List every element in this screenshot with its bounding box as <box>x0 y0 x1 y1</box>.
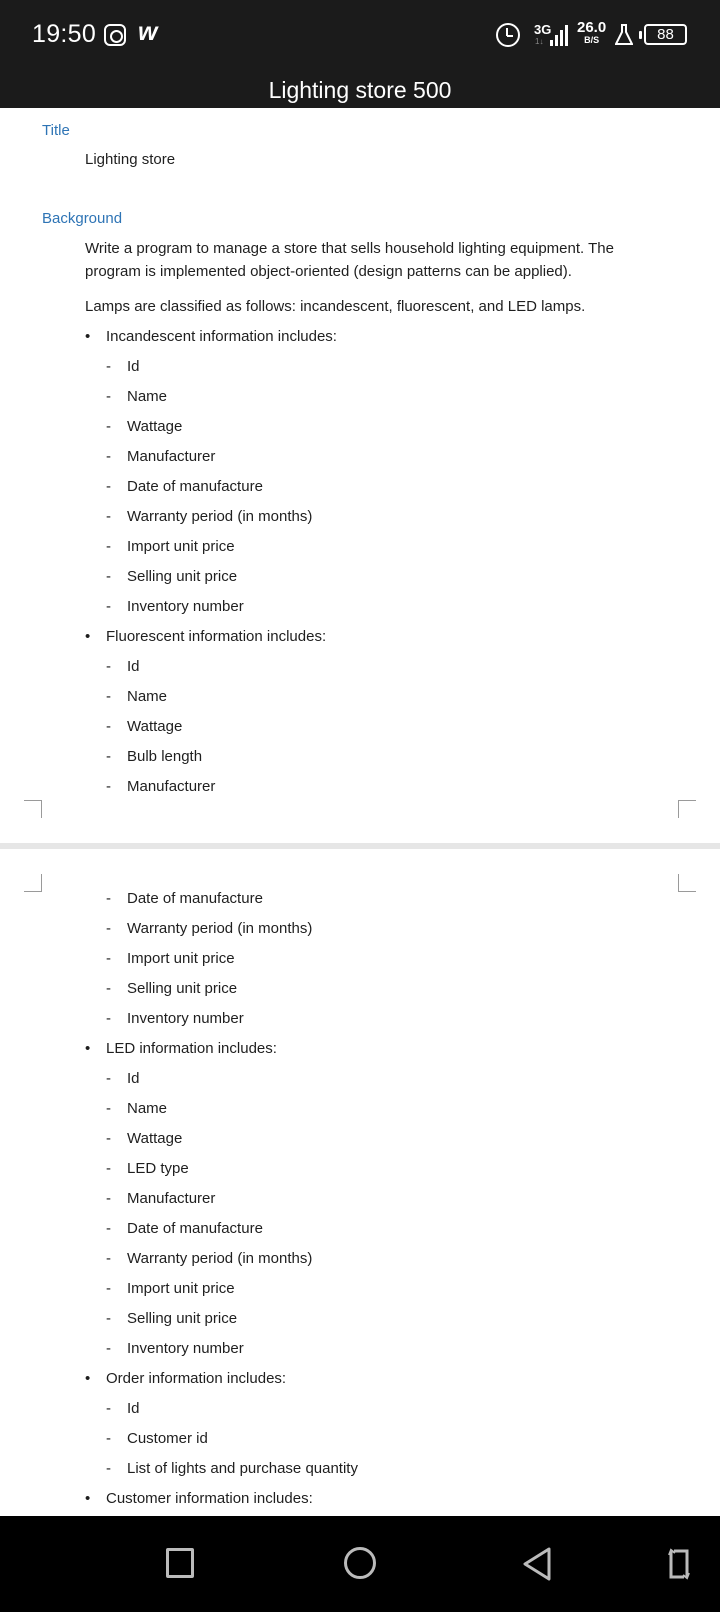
section-heading: Order information includes: <box>106 1370 287 1387</box>
list-item-text: Date of manufacture <box>127 890 263 907</box>
list-item-bullet <box>85 628 327 645</box>
list-item <box>106 1340 244 1357</box>
list-item-text: Import unit price <box>127 950 235 967</box>
list-item <box>106 1010 244 1027</box>
list-item-text: Id <box>127 1070 140 1087</box>
page-corner-mark <box>678 800 696 818</box>
list-item <box>106 478 263 495</box>
bullet-symbol: • <box>85 1040 91 1057</box>
lab-flask-icon <box>615 24 633 46</box>
section-heading: Customer information includes: <box>106 1490 313 1507</box>
dash-symbol: - <box>106 1400 111 1417</box>
list-item <box>106 1100 168 1117</box>
document-title-bar <box>0 72 720 108</box>
list-item <box>106 1070 140 1087</box>
page-corner-mark <box>24 874 42 892</box>
title-text: Lighting store <box>85 151 176 168</box>
dash-symbol: - <box>106 1070 111 1087</box>
list-item <box>106 418 183 435</box>
section-heading: Incandescent information includes: <box>106 328 337 345</box>
dash-symbol: - <box>106 448 111 465</box>
list-item <box>106 538 235 555</box>
bullet-symbol: • <box>85 328 91 345</box>
list-item-text: Wattage <box>127 718 183 735</box>
list-item-bullet <box>85 1040 277 1057</box>
list-item <box>106 598 244 615</box>
list-item-bullet <box>85 328 337 345</box>
dash-symbol: - <box>106 1160 111 1177</box>
dash-symbol: - <box>106 718 111 735</box>
dash-symbol: - <box>106 1250 111 1267</box>
signal-icon <box>550 24 572 46</box>
status-time: 19:50 <box>32 20 97 48</box>
dash-symbol: - <box>106 950 111 967</box>
page-corner-mark <box>678 874 696 892</box>
dash-symbol: - <box>106 1220 111 1237</box>
bullet-symbol: • <box>85 1370 91 1387</box>
dash-symbol: - <box>106 388 111 405</box>
dash-symbol: - <box>106 1280 111 1297</box>
recents-icon[interactable] <box>166 1548 194 1578</box>
section-heading: Fluorescent information includes: <box>106 628 327 645</box>
document-title: Lighting store 500 <box>268 77 452 103</box>
dash-symbol: - <box>106 1190 111 1207</box>
list-item-text: Selling unit price <box>127 1310 238 1327</box>
network-speed-unit: B/S <box>584 35 600 45</box>
rotate-icon[interactable] <box>666 1546 692 1582</box>
dash-symbol: - <box>106 1010 111 1027</box>
list-item-text: Import unit price <box>127 538 235 555</box>
list-item <box>106 358 140 375</box>
list-item-text: Import unit price <box>127 1280 235 1297</box>
intro-paragraph: Write a program to manage a store that sells household lighting equipment. The program is implemented object-oriented (design patterns can be applied). <box>85 240 614 280</box>
network-type: 3G <box>534 22 552 37</box>
dash-symbol: - <box>106 1340 111 1357</box>
dash-symbol: - <box>106 1100 111 1117</box>
list-item-text: Warranty period (in months) <box>127 508 313 525</box>
list-item-text: Name <box>127 388 168 405</box>
list-item <box>106 778 216 795</box>
list-item-text: Warranty period (in months) <box>127 1250 313 1267</box>
dash-symbol: - <box>106 568 111 585</box>
list-item <box>106 950 235 967</box>
list-item <box>106 1130 183 1147</box>
list-item-text: Id <box>127 658 140 675</box>
list-item <box>106 1280 235 1297</box>
page-corner-mark <box>24 800 42 818</box>
bullet-symbol: • <box>85 1490 91 1507</box>
list-item <box>106 1220 263 1237</box>
list-item-text: Id <box>127 358 140 375</box>
dash-symbol: - <box>106 920 111 937</box>
list-item-text: Wattage <box>127 418 183 435</box>
background-heading: Background <box>42 210 123 227</box>
list-item <box>106 748 203 765</box>
list-item <box>106 688 168 705</box>
list-item-bullet <box>85 1370 287 1387</box>
dash-symbol: - <box>106 1430 111 1447</box>
list-item <box>106 980 238 997</box>
battery-icon: 88 <box>644 24 687 45</box>
list-item-text: Customer id <box>127 1430 208 1447</box>
list-item <box>106 1250 313 1267</box>
bullet-symbol: • <box>85 628 91 645</box>
list-item <box>106 658 140 675</box>
network-activity: 1↓ <box>535 37 544 46</box>
dash-symbol: - <box>106 508 111 525</box>
list-item-text: Manufacturer <box>127 1190 216 1207</box>
list-item <box>106 1160 189 1177</box>
list-item-text: Inventory number <box>127 1340 244 1357</box>
wattpad-icon: w <box>138 18 158 46</box>
list-item-text: Warranty period (in months) <box>127 920 313 937</box>
list-item-text: Selling unit price <box>127 980 238 997</box>
dash-symbol: - <box>106 1310 111 1327</box>
list-item <box>106 1310 238 1327</box>
list-item-text: Selling unit price <box>127 568 238 585</box>
dash-symbol: - <box>106 658 111 675</box>
list-item <box>106 890 263 907</box>
dash-symbol: - <box>106 358 111 375</box>
list-item-text: Date of manufacture <box>127 478 263 495</box>
navigation-bar <box>0 1516 720 1612</box>
dash-symbol: - <box>106 418 111 435</box>
list-item-text: Id <box>127 1400 140 1417</box>
document-page-1[interactable] <box>0 108 720 844</box>
document-page-2[interactable] <box>0 848 720 1516</box>
list-item-text: Wattage <box>127 1130 183 1147</box>
list-item <box>106 1430 208 1447</box>
list-item <box>106 1190 216 1207</box>
home-icon[interactable] <box>344 1547 376 1579</box>
section-heading: LED information includes: <box>106 1040 277 1057</box>
list-item-text: LED type <box>127 1160 189 1177</box>
list-item-text: Name <box>127 688 168 705</box>
list-item <box>106 920 313 937</box>
dash-symbol: - <box>106 778 111 795</box>
title-heading: Title <box>42 122 70 139</box>
dash-symbol: - <box>106 538 111 555</box>
list-item-text: Name <box>127 1100 168 1117</box>
back-icon[interactable] <box>522 1546 552 1582</box>
network-speed-value: 26.0 <box>577 19 607 36</box>
dash-symbol: - <box>106 980 111 997</box>
dash-symbol: - <box>106 1460 111 1477</box>
list-item <box>106 1400 140 1417</box>
alarm-icon <box>496 23 520 47</box>
list-item <box>106 508 313 525</box>
list-item <box>106 1460 358 1477</box>
classification-paragraph: Lamps are classified as follows: incandescent, fluorescent, and LED lamps. <box>85 298 586 315</box>
status-bar <box>0 0 720 72</box>
dash-symbol: - <box>106 890 111 907</box>
list-item <box>106 568 238 585</box>
list-item <box>106 448 216 465</box>
list-item-text: Inventory number <box>127 1010 244 1027</box>
list-item-text: Manufacturer <box>127 448 216 465</box>
network-speed <box>577 20 606 45</box>
list-item <box>106 388 168 405</box>
dash-symbol: - <box>106 598 111 615</box>
list-item-text: List of lights and purchase quantity <box>127 1460 358 1477</box>
list-item-text: Bulb length <box>127 748 203 765</box>
list-item <box>106 718 183 735</box>
dash-symbol: - <box>106 478 111 495</box>
dash-symbol: - <box>106 688 111 705</box>
list-item-text: Manufacturer <box>127 778 216 795</box>
list-item-bullet <box>85 1490 313 1507</box>
instagram-icon <box>104 24 126 46</box>
list-item-text: Date of manufacture <box>127 1220 263 1237</box>
dash-symbol: - <box>106 748 111 765</box>
dash-symbol: - <box>106 1130 111 1147</box>
list-item-text: Inventory number <box>127 598 244 615</box>
